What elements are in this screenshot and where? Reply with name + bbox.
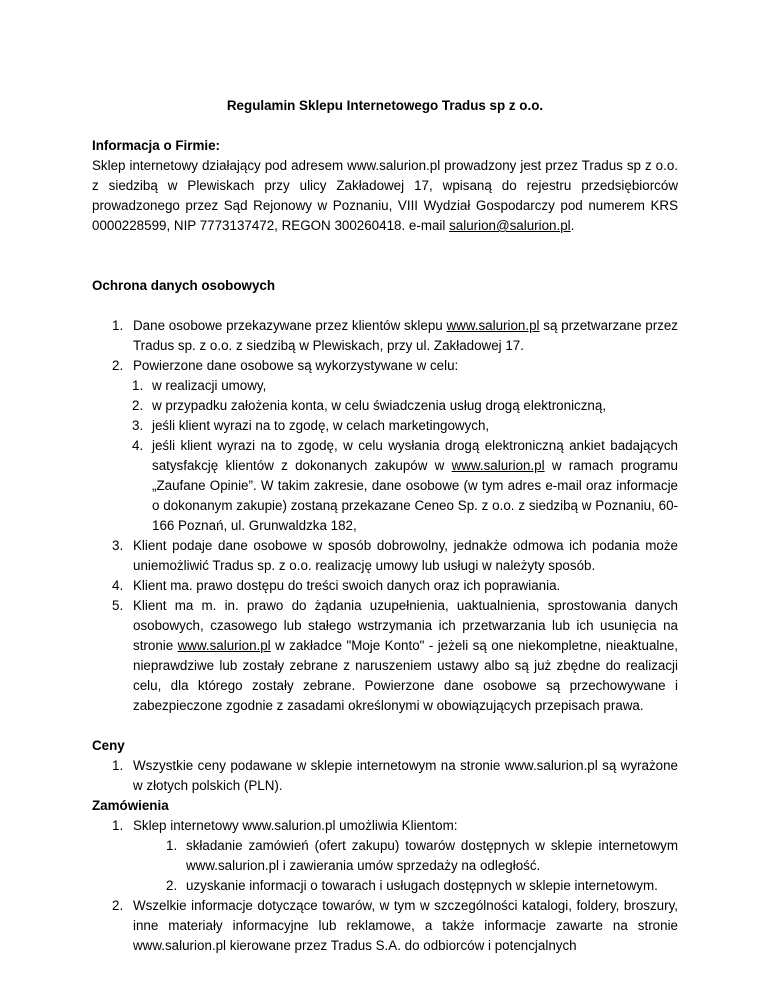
orders-sub-list — [92, 836, 678, 896]
privacy-list — [92, 316, 678, 716]
privacy-purpose-item: 3. jeśli klient wyrazi na to zgodę, w celach marketingowych, — [132, 418, 490, 433]
privacy-item: 1. Dane osobowe przekazywane przez klientów sklepu www.salurion.pl są przetwarzane przez Tradus sp. z o.o. z siedzibą w Plewiskach, przy ul. Zakładowej 17. — [112, 318, 679, 353]
privacy-item: 5. Klient ma m. in. prawo do żądania uzupełnienia, uaktualnienia, sprostowania danych osobowych, czasowego lub stałego wstrzymania ich przetwarzania lub ich usunięcia na stronie www.salurion.pl w zakładce "Moje Konto" - jeżeli są one niekompletne, nieaktualne, nieprawdziwe lub zostały zebrane z naruszeniem ustawy albo są już zbędne do realizacji celu, dla którego zostały zebrane. Powierzone dane osobowe są przechowywane i zabezpieczone zgodnie z zasadami określonymi w obowiązujących przepisach prawa. — [112, 598, 678, 713]
orders-item: 2. Wszelkie informacje dotyczące towarów, w tym w szczególności katalogi, foldery, broszury, inne materiały informacyjne lub reklamowe, a także informacje zawarte na stronie www.salurion.pl kierowane przez Tradus S.A. do odbiorców i potencjalnych — [112, 898, 678, 953]
privacy-heading: Ochrona danych osobowych — [92, 278, 276, 293]
document-title: Regulamin Sklepu Internetowego Tradus sp z o.o. — [226, 98, 544, 113]
privacy-purpose-item: 2. w przypadku założenia konta, w celu świadczenia usług drogą elektroniczną, — [132, 398, 607, 413]
prices-heading: Ceny — [92, 738, 125, 753]
orders-sub-item: 2. uzyskanie informacji o towarach i usługach dostępnych w sklepie internetowym. — [166, 878, 658, 893]
orders-heading: Zamówienia — [92, 798, 169, 813]
salurion-link[interactable]: www.salurion.pl — [446, 318, 540, 333]
orders-list — [92, 816, 678, 956]
privacy-purpose-item: 1. w realizacji umowy, — [132, 378, 267, 393]
orders-item: 1. Sklep internetowy www.salurion.pl umożliwia Klientom: 1. składanie zamówień (ofert zakupu) towarów dostępnych w sklepie internetowym www.salurion.pl i zawierania umów sprzedaży na odległość. 2. uzyskanie informacji o towarach i usługach dostępnych w sklepie internetowym. — [92, 816, 678, 896]
company-email-link[interactable]: salurion@salurion.pl — [449, 218, 571, 233]
privacy-item: 4. Klient ma. prawo dostępu do treści swoich danych oraz ich poprawiania. — [112, 578, 561, 593]
prices-item: 1. Wszystkie ceny podawane w sklepie internetowym na stronie www.salurion.pl są wyrażone w złotych polskich (PLN). — [112, 758, 678, 793]
document-page — [92, 96, 678, 956]
privacy-purpose-list — [92, 376, 678, 536]
privacy-item: 3. Klient podaje dane osobowe w sposób dobrowolny, jednakże odmowa ich podania może uniemożliwić Tradus sp. z o.o. realizację umowy lub usługi w należyty sposób. — [112, 538, 678, 573]
privacy-purpose-item: 4. jeśli klient wyrazi na to zgodę, w celu wysłania drogą elektroniczną ankiet badających satysfakcję klientów z dokonanych zakupów w www.salurion.pl w ramach programu „Zaufane Opinie”. W takim zakresie, dane osobowe (w tym adres e-mail oraz informacje o dokonanym zakupie) zostaną przekazane Ceneo Sp. z o.o. z siedzibą w Poznaniu, 60-166 Poznań, ul. Grunwaldzka 182, — [132, 438, 678, 533]
prices-list — [92, 756, 678, 796]
orders-sub-item: 1. składanie zamówień (ofert zakupu) towarów dostępnych w sklepie internetowym www.salurion.pl i zawierania umów sprzedaży na odległość. — [166, 838, 678, 873]
salurion-link[interactable]: www.salurion.pl — [451, 458, 545, 473]
company-info-heading: Informacja o Firmie: — [92, 138, 220, 153]
privacy-item: 2. Powierzone dane osobowe są wykorzystywane w celu: 1. w realizacji umowy, 2. w przypadku założenia konta, w celu świadczenia usług drogą elektroniczną, 3. jeśli klient wyrazi na to zgodę, w celach marketingowych, 4. jeśli klient wyrazi na to zgodę, w celu wysłania drogą elektroniczną ankiet badających satysfakcję klientów z dokonanych zakupów w www.salurion.pl w ramach programu „Zaufane Opinie”. W takim zakresie, dane osobowe (w tym adres e-mail oraz informacje o dokonanym zakupie) zostaną przekazane Ceneo Sp. z o.o. z siedzibą w Poznaniu, 60-166 Poznań, ul. Grunwaldzka 182, — [92, 356, 678, 536]
salurion-link[interactable]: www.salurion.pl — [177, 638, 271, 653]
company-info-text: Sklep internetowy działający pod adresem www.salurion.pl prowadzony jest przez Tradus sp z o.o. z siedzibą w Plewiskach przy ulicy Zakładowej 17, wpisaną do rejestru przedsiębiorców prowadzonego przez Sąd Rejonowy w Poznaniu, VIII Wydział Gospodarczy pod numerem KRS 0000228599, NIP 7773137472, REGON 300260418. e-mail salurion@salurion.pl. — [92, 158, 678, 233]
